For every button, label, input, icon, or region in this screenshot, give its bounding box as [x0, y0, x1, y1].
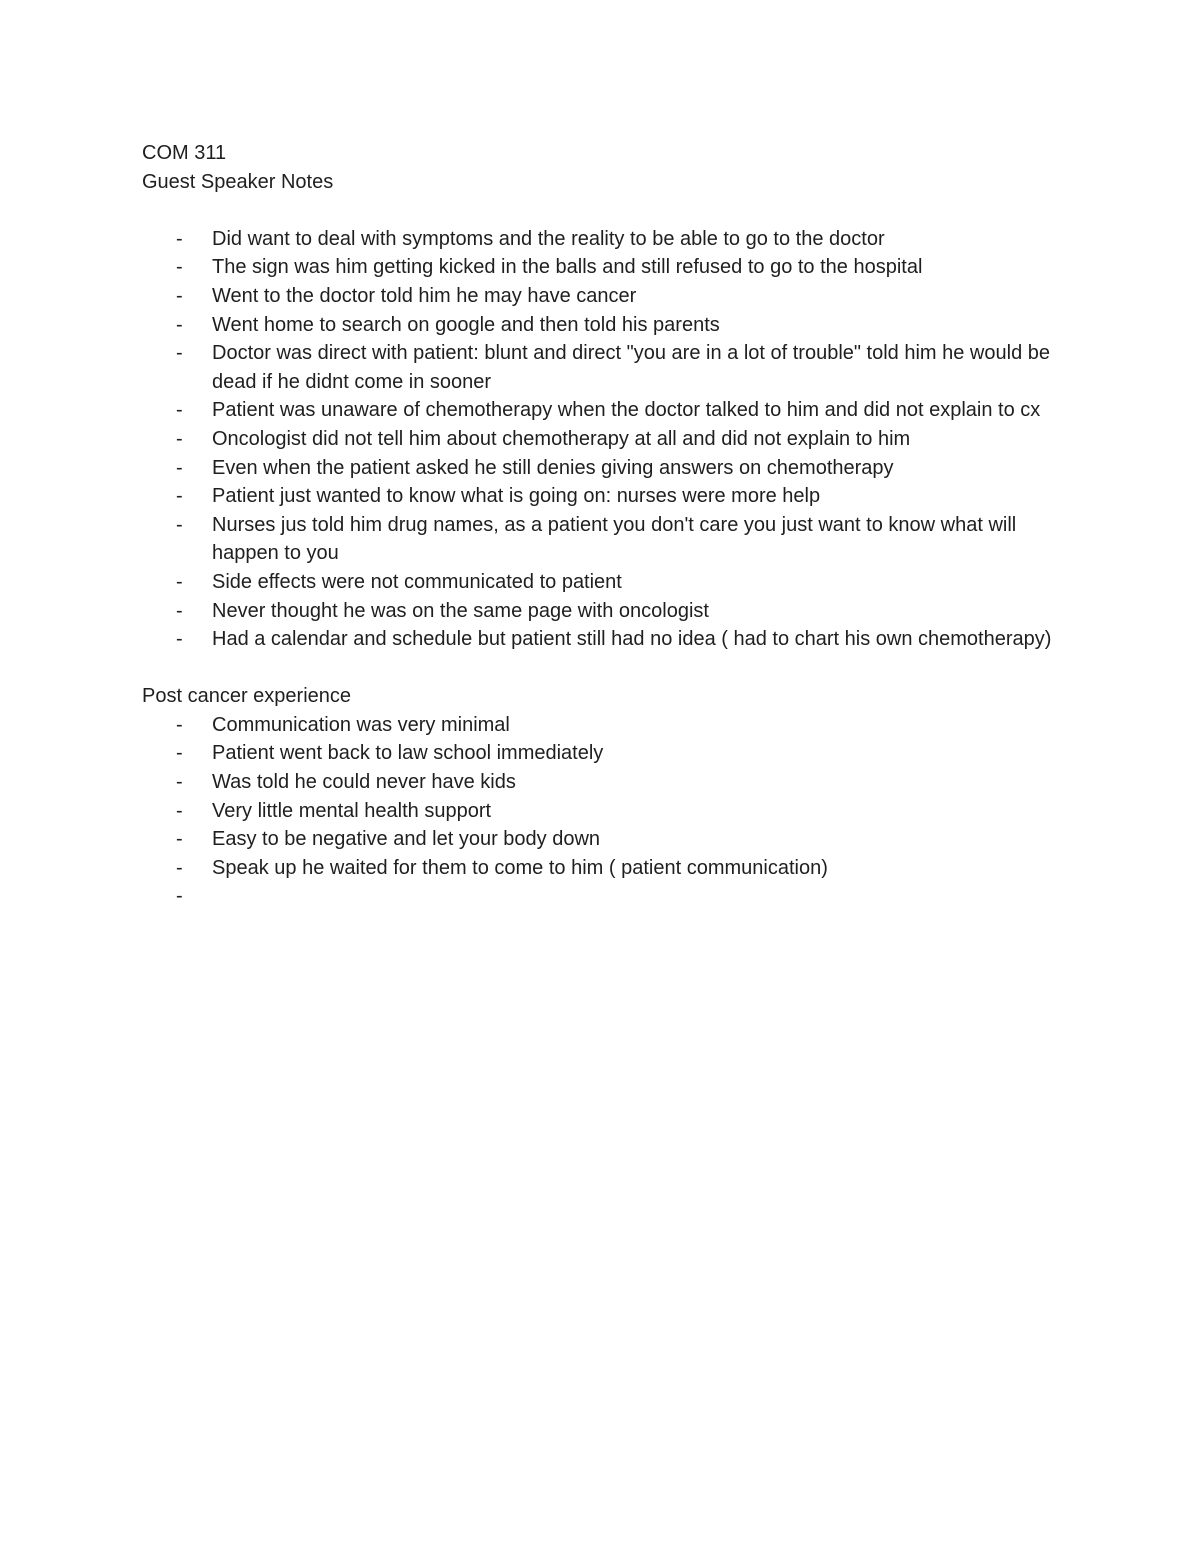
list-item-text: Nurses jus told him drug names, as a patient you don't care you just want to know what will happen to you	[212, 513, 1017, 565]
list-item	[142, 625, 1062, 654]
list-item	[142, 425, 1062, 454]
bullet-dash: -	[176, 227, 183, 250]
list-item	[142, 311, 1062, 340]
document-subtitle: Guest Speaker Notes	[142, 170, 334, 193]
list-item-text: Went home to search on google and then told his parents	[212, 313, 720, 336]
list-item	[142, 768, 1062, 797]
document-page	[142, 139, 1062, 911]
list-item-text: Went to the doctor told him he may have cancer	[212, 284, 637, 307]
bullet-dash: -	[176, 570, 183, 593]
list-item	[142, 854, 1062, 883]
bullet-dash: -	[176, 799, 183, 822]
list-item-text: Doctor was direct with patient: blunt and direct "you are in a lot of trouble" told him he would be dead if he didnt come in sooner	[212, 342, 1050, 393]
list-item-text: Never thought he was on the same page with oncologist	[212, 599, 709, 622]
list-item-text: Communication was very minimal	[212, 713, 510, 736]
list-item	[142, 568, 1062, 597]
list-item	[142, 282, 1062, 311]
list-item	[142, 711, 1062, 740]
list-item-text: Very little mental health support	[212, 799, 492, 822]
list-item	[142, 825, 1062, 854]
list-item-text: Speak up he waited for them to come to him ( patient communication)	[212, 856, 828, 879]
spacer	[142, 196, 1062, 225]
section-heading: Post cancer experience	[142, 685, 352, 708]
bullet-dash: -	[176, 599, 183, 622]
list-item-text: The sign was him getting kicked in the balls and still refused to go to the hospital	[212, 256, 923, 279]
bullet-dash: -	[176, 828, 183, 851]
bullet-dash: -	[176, 771, 183, 794]
speaker-notes-list	[142, 225, 1062, 654]
post-cancer-list	[142, 711, 1062, 911]
list-item	[142, 511, 1062, 568]
list-item-text: Patient was unaware of chemotherapy when the doctor talked to him and did not explain to cx	[212, 399, 1041, 422]
list-item-text: Had a calendar and schedule but patient still had no idea ( had to chart his own chemotherapy)	[212, 628, 1052, 651]
bullet-dash: -	[176, 513, 183, 536]
list-item-text: Oncologist did not tell him about chemotherapy at all and did not explain to him	[212, 427, 911, 450]
list-item	[142, 797, 1062, 826]
bullet-dash: -	[176, 456, 183, 479]
bullet-dash: -	[176, 856, 183, 879]
list-item	[142, 225, 1062, 254]
list-item-text: Easy to be negative and let your body down	[212, 828, 601, 851]
list-item	[142, 739, 1062, 768]
list-item-text: Side effects were not communicated to patient	[212, 570, 622, 593]
list-item	[142, 396, 1062, 425]
list-item-text: Did want to deal with symptoms and the reality to be able to go to the doctor	[212, 227, 885, 250]
bullet-dash: -	[176, 485, 183, 508]
bullet-dash: -	[176, 313, 183, 336]
bullet-dash: -	[176, 342, 183, 365]
list-item-text: Patient went back to law school immediately	[212, 742, 604, 765]
bullet-dash: -	[176, 399, 183, 422]
bullet-dash: -	[176, 284, 183, 307]
spacer	[142, 654, 1062, 683]
list-item	[142, 882, 1062, 911]
bullet-dash: -	[176, 256, 183, 279]
list-item-text: Patient just wanted to know what is going on: nurses were more help	[212, 485, 821, 508]
list-item	[142, 597, 1062, 626]
bullet-dash: -	[176, 713, 183, 736]
bullet-dash: -	[176, 742, 183, 765]
bullet-dash: -	[176, 427, 183, 450]
bullet-dash: -	[176, 885, 183, 908]
list-item	[142, 253, 1062, 282]
list-item-text: Even when the patient asked he still denies giving answers on chemotherapy	[212, 456, 894, 479]
list-item	[142, 339, 1062, 396]
list-item	[142, 454, 1062, 483]
course-title: COM 311	[142, 142, 227, 164]
list-item	[142, 482, 1062, 511]
bullet-dash: -	[176, 628, 183, 651]
list-item-text: Was told he could never have kids	[212, 771, 516, 794]
